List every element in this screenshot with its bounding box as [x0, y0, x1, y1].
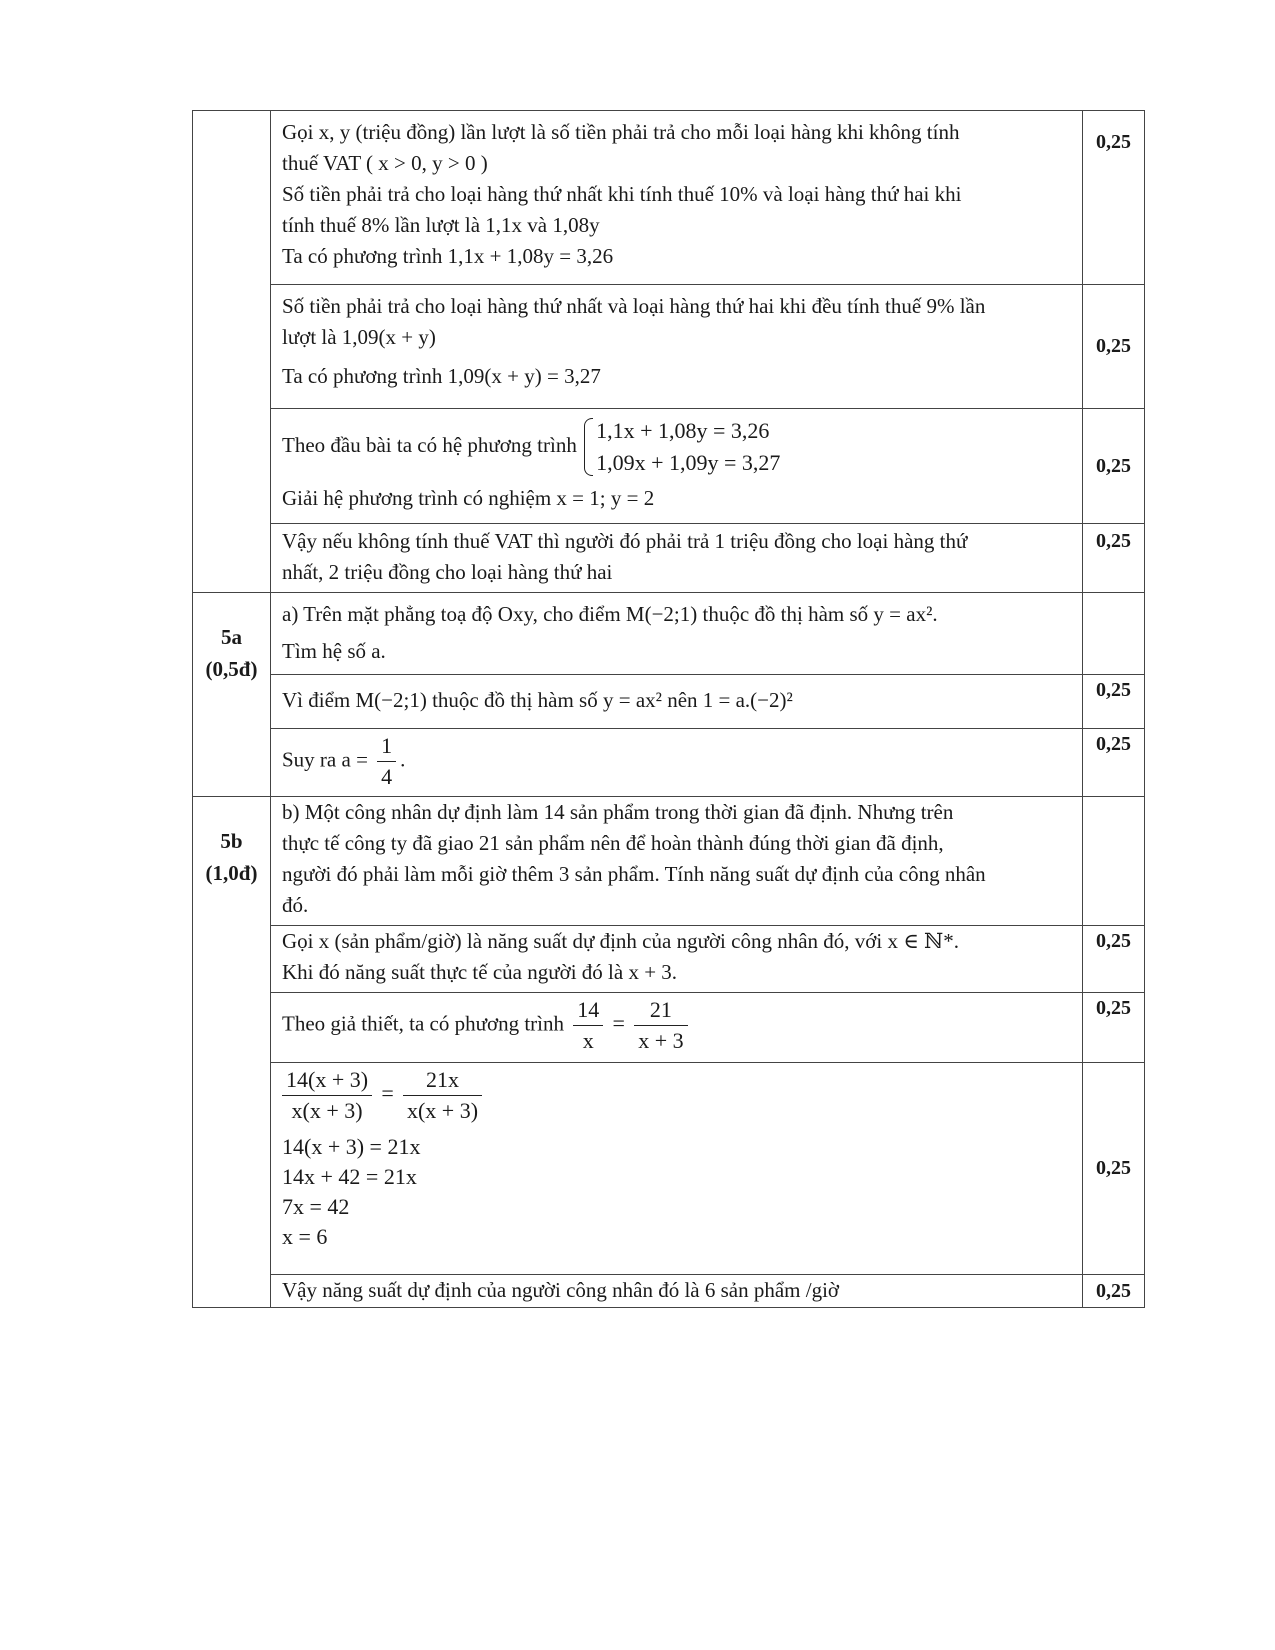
numerator: 21: [634, 995, 687, 1026]
text-line: Vậy năng suất dự định của người công nhân đó là 6 sản phẩm /giờ: [282, 1278, 840, 1302]
denominator: 4: [381, 764, 393, 789]
score-value: 0,25: [1096, 530, 1131, 552]
score-value: 0,25: [1096, 335, 1131, 357]
text-line: Vì điểm M(−2;1) thuộc đồ thị hàm số y = ax² nên 1 = a.(−2)²: [282, 688, 793, 712]
answer-text: [271, 409, 1083, 524]
text-line: người đó phải làm mỗi giờ thêm 3 sản phẩm. Tính năng suất dự định của công nhân: [282, 862, 986, 886]
text-line: Ta có phương trình 1,09(x + y) = 3,27: [282, 364, 601, 388]
text-line: Gọi x (sản phẩm/giờ) là năng suất dự định của người công nhân đó, với x ∈ ℕ*.: [282, 929, 959, 953]
numerator: 14(x + 3): [282, 1065, 372, 1096]
equation: 1,1x + 1,08y = 3,26: [596, 418, 770, 443]
text-line: Số tiền phải trả cho loại hàng thứ nhất và loại hàng thứ hai khi đều tính thuế 9% lần: [282, 294, 986, 318]
score-value: 0,25: [1096, 1279, 1131, 1302]
table-row: [193, 1063, 1145, 1275]
question-points: (0,5đ): [205, 657, 258, 681]
question-number: 5b: [220, 829, 243, 853]
equation-system: [582, 415, 780, 479]
answer-text: [271, 926, 1083, 993]
text-line: Khi đó năng suất thực tế của người đó là x + 3.: [282, 960, 678, 984]
text-line: Tìm hệ số a.: [282, 639, 386, 663]
question-label-cell: [193, 797, 271, 1308]
score-cell: [1083, 1275, 1145, 1308]
table-row: [193, 593, 1145, 675]
score-cell: [1083, 1063, 1145, 1275]
table-row: [193, 524, 1145, 593]
text-line: nhất, 2 triệu đồng cho loại hàng thứ hai: [282, 560, 613, 584]
score-value: 0,25: [1096, 997, 1131, 1019]
answer-text: [271, 524, 1083, 593]
text-line: Số tiền phải trả cho loại hàng thứ nhất khi tính thuế 10% và loại hàng thứ hai khi: [282, 182, 962, 206]
text-line: thuế VAT ( x > 0, y > 0 ): [282, 151, 488, 175]
answer-text: [271, 285, 1083, 409]
text-line: a) Trên mặt phẳng toạ độ Oxy, cho điểm M(−2;1) thuộc đồ thị hàm số y = ax².: [282, 602, 938, 626]
equation: 1,09x + 1,09y = 3,27: [596, 450, 781, 475]
score-cell: [1083, 409, 1145, 524]
question-number: 5a: [221, 625, 242, 649]
question-points: (1,0đ): [205, 861, 258, 885]
denominator: x(x + 3): [291, 1098, 363, 1123]
score-value: 0,25: [1096, 930, 1131, 952]
score-cell: [1083, 993, 1145, 1063]
fraction: [634, 995, 687, 1056]
denominator: x(x + 3): [406, 1098, 479, 1123]
period: .: [400, 747, 406, 772]
fraction: [403, 1065, 482, 1126]
numerator: 1: [377, 731, 396, 762]
text-line: lượt là 1,09(x + y): [282, 325, 436, 349]
answer-text: [271, 1063, 1083, 1275]
table-row: [193, 1275, 1145, 1308]
table-row: [193, 797, 1145, 926]
answer-text: [271, 797, 1083, 926]
fraction: [573, 995, 603, 1056]
score-cell: [1083, 593, 1145, 675]
text-line: thực tế công ty đã giao 21 sản phẩm nên để hoàn thành đúng thời gian đã định,: [282, 831, 944, 855]
equation: 14x + 42 = 21x: [282, 1164, 417, 1189]
text-line: Giải hệ phương trình có nghiệm x = 1; y = 2: [282, 486, 655, 510]
answer-text: [271, 729, 1083, 797]
score-cell: [1083, 285, 1145, 409]
text-line: đó.: [282, 893, 309, 917]
score-cell: [1083, 729, 1145, 797]
equation: x = 6: [282, 1224, 328, 1249]
answer-text: [271, 111, 1083, 285]
score-cell: [1083, 524, 1145, 593]
text-line: Suy ra a =: [282, 747, 368, 772]
text-line: tính thuế 8% lần lượt là 1,1x và 1,08y: [282, 213, 600, 237]
answer-table: [192, 110, 1145, 1308]
score-cell: [1083, 675, 1145, 729]
equals-sign: =: [381, 1080, 394, 1106]
denominator: x: [582, 1028, 594, 1053]
text-line: Gọi x, y (triệu đồng) lần lượt là số tiền phải trả cho mỗi loại hàng khi không tính: [282, 120, 960, 144]
table-row: [193, 729, 1145, 797]
numerator: 21x: [403, 1065, 482, 1096]
fraction: [282, 1065, 372, 1126]
answer-text: [271, 1275, 1083, 1308]
score-cell: [1083, 926, 1145, 993]
table-row: [193, 111, 1145, 285]
equation: 14(x + 3) = 21x: [282, 1134, 421, 1159]
table-row: [193, 285, 1145, 409]
numerator: 14: [573, 995, 603, 1026]
score-value: 0,25: [1096, 454, 1131, 477]
answer-text: [271, 993, 1083, 1063]
text-line: Vậy nếu không tính thuế VAT thì người đó phải trả 1 triệu đồng cho loại hàng thứ: [282, 529, 968, 553]
answer-text: [271, 593, 1083, 675]
equation: 7x = 42: [282, 1194, 350, 1219]
score-value: 0,25: [1096, 1157, 1131, 1179]
equals-sign: =: [612, 1010, 625, 1036]
table-row: [193, 409, 1145, 524]
text-line: Theo đầu bài ta có hệ phương trình: [282, 432, 577, 457]
text-line: Ta có phương trình 1,1x + 1,08y = 3,26: [282, 244, 614, 268]
table-row: [193, 926, 1145, 993]
score-value: 0,25: [1096, 131, 1131, 153]
answer-text: [271, 675, 1083, 729]
fraction: [377, 731, 396, 792]
text-line: Theo giả thiết, ta có phương trình: [282, 1011, 565, 1036]
score-value: 0,25: [1096, 733, 1131, 755]
table-row: [193, 993, 1145, 1063]
score-cell: [1083, 111, 1145, 285]
score-cell: [1083, 797, 1145, 926]
question-label-cell: [193, 111, 271, 593]
score-value: 0,25: [1096, 679, 1131, 701]
table-row: [193, 675, 1145, 729]
question-label-cell: [193, 593, 271, 797]
text-line: b) Một công nhân dự định làm 14 sản phẩm trong thời gian đã định. Nhưng trên: [282, 800, 954, 824]
denominator: x + 3: [638, 1028, 684, 1053]
